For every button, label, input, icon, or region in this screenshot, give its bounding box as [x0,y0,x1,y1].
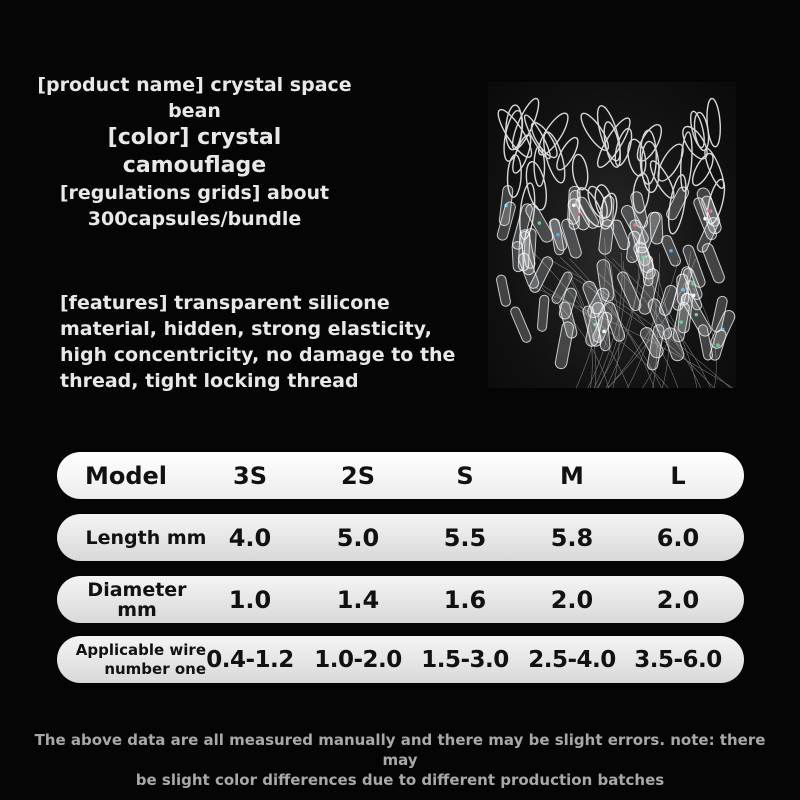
table-cell: 5.5 [443,523,487,552]
wire-loop [577,110,613,154]
crystal-capsule [554,321,574,370]
capsule-color-dot [577,213,581,217]
footnote-line: The above data are all measured manually and there may be slight errors. note: there may [34,731,766,769]
wire-label-line: Applicable wire [75,640,206,659]
table-cell: 5.8 [550,523,594,552]
color-line-2: camouflage [122,153,267,178]
table-cell: 2.5-4.0 [528,646,616,673]
table-cell: 0.4-1.2 [206,646,294,673]
table-cell: 4.0 [228,523,272,552]
wire-loop [571,154,590,191]
model-label: Model [84,461,168,490]
table-cell: 1.0 [228,585,272,614]
product-name-line-2: bean [168,100,221,122]
product-name-line: [product name] crystal space [37,74,352,96]
capsule-color-dot [669,249,673,253]
table-cell: 3.5-6.0 [634,646,722,673]
table-cell: 1.4 [336,585,380,614]
capsule-color-dot [707,209,711,213]
wire-label [61,636,206,683]
model-2s: 2S [341,461,375,490]
model-3s: 3S [233,461,267,490]
wire-label-line-2: number one [104,659,206,678]
capsule-color-dot [538,221,542,225]
product-intro [22,72,367,232]
capsule-color-dot [691,282,695,286]
wire-loop [692,112,710,152]
color-line: [color] crystal [107,125,282,150]
product-photo [488,82,736,388]
spec-line-2: 300capsules/bundle [87,208,302,230]
table-cell: 1.0-2.0 [314,646,402,673]
capsule-color-dot [679,320,683,324]
model-m: M [560,461,584,490]
footnote-line-2: be slight color differences due to different production batches [135,771,665,789]
capsule-color-dot [694,313,698,317]
features-text [60,290,480,394]
wire-loop [633,121,666,164]
features-line: material, hidden, strong elasticity, [60,318,432,340]
table-cell: 5.0 [336,523,380,552]
length-label: Length mm [85,526,207,549]
model-l: L [670,461,686,490]
capsule-color-dot [602,330,606,334]
wire-loop [701,146,727,190]
diameter-label-line: Diameter [87,578,187,601]
features-line: high concentricity, no damage to the [60,344,456,366]
crystal-capsule [665,185,691,221]
crystal-capsule [509,306,532,344]
crystal-bean-illustration [488,82,736,388]
diameter-label [67,576,207,623]
table-row-wire [57,636,744,683]
table-cell: 1.6 [443,585,487,614]
capsule-color-dot [556,233,560,237]
features-line: [features] transparent silicone [60,292,390,314]
table-header-row [57,452,744,499]
table-row-diameter [57,576,744,623]
table-cell: 2.0 [656,585,700,614]
wire-loop [534,109,573,158]
wire-loop [679,132,694,192]
disclaimer-footnote [18,730,782,790]
spec-line: [regulations grids] about [59,182,330,204]
wire-loop [646,158,677,201]
crystal-capsule [537,295,549,332]
diameter-label-line-2: mm [117,598,157,621]
model-s: S [456,461,474,490]
table-cell: 2.0 [550,585,594,614]
capsule-color-dot [716,343,720,347]
crystal-capsule [496,274,512,307]
wire-loop [689,151,717,189]
table-cell: 1.5-3.0 [421,646,509,673]
features-line: thread, tight locking thread [60,370,359,392]
crystal-capsule [701,242,726,285]
crystal-capsule [518,229,530,271]
crystal-capsule [634,245,657,280]
table-cell: 6.0 [656,523,700,552]
table-row-length [57,514,744,561]
